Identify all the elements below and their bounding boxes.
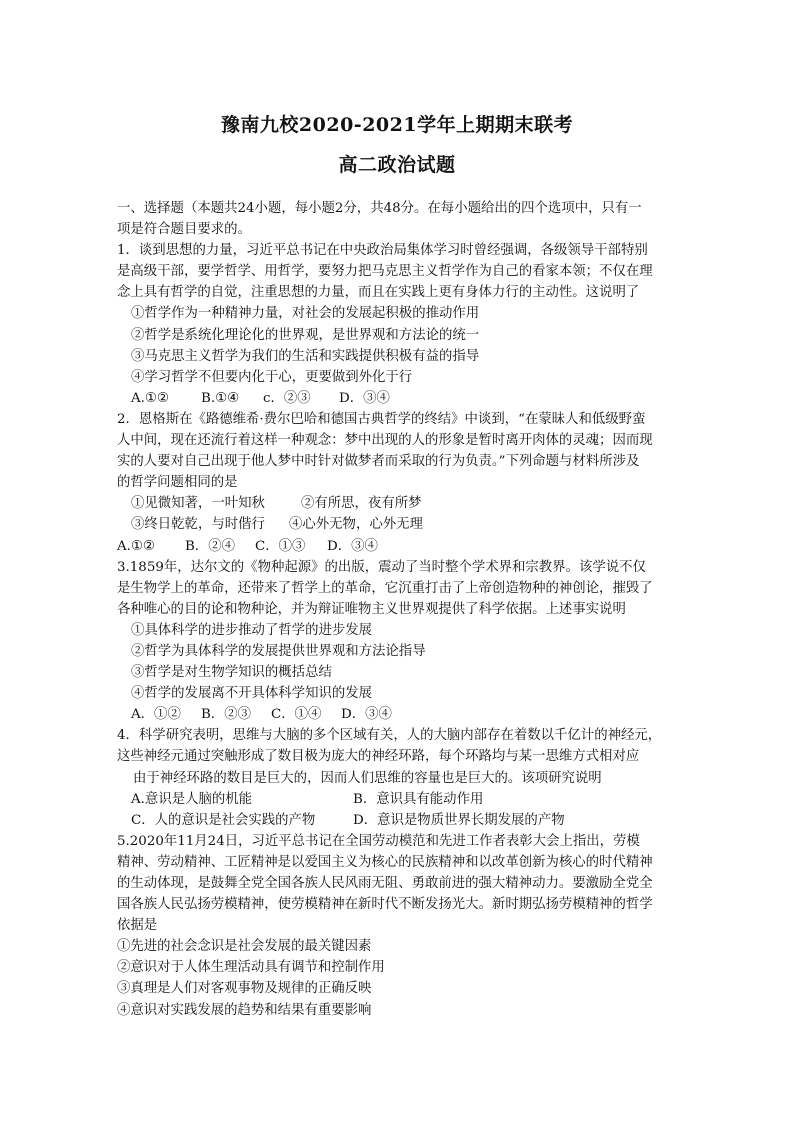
- q1-stem-line: 是高级干部，要学哲学、用哲学，要努力把马克思主义哲学作为自己的看家本领；不仅在理: [117, 264, 653, 280]
- q2-option-d: D．③④: [327, 538, 378, 554]
- q2-stem-line: 2．恩格斯在《路德维希·费尔巴哈和德国古典哲学的终结》中谈到，“在蒙昧人和低级野蛮: [117, 411, 646, 427]
- q3-statement: ②哲学为具体科学的发展提供世界观和方法论指导: [131, 643, 426, 659]
- q4-options-row: [117, 789, 679, 810]
- q2-statement: ③终日乾乾，与时偕行: [131, 517, 265, 533]
- q3-option-c: C．①④: [271, 707, 322, 723]
- q4-stem-line: 这些神经元通过突触形成了数目极为庞大的神经环路，每个环路均与某一思维方式相对应: [117, 749, 640, 765]
- q1-statement: ④学习哲学不但要内化于心，更要做到外化于行: [131, 369, 413, 385]
- q1-statement: ②哲学是系统化理论化的世界观，是世界观和方法论的统一: [131, 327, 480, 343]
- q1-option-d: D．③④: [339, 390, 390, 406]
- q2-statement: ②有所思，夜有所梦: [301, 496, 422, 512]
- q5-stem-line: 国各族人民弘扬劳模精神，使劳模精神在新时代不断发扬光大。新时期弘扬劳模精神的哲学: [117, 897, 653, 913]
- q3-stem-line: 3.1859年，达尔文的《物种起源》的出版，震动了当时整个学术界和宗教界。该学说不仅: [117, 559, 646, 575]
- q1-option-b: B.①④: [201, 390, 240, 406]
- q3-option-d: D．③④: [341, 707, 392, 723]
- q2-stem-line: 的哲学问题相同的是: [117, 475, 238, 491]
- q3-statement: ③哲学是对生物学知识的概括总结: [131, 665, 332, 681]
- q3-stem-line: 是生物学上的革命，还带来了哲学上的革命，它沉重打击了上帝创造物种的神创论，摧毁了: [117, 580, 653, 596]
- q4-options-row: [117, 810, 679, 831]
- section-instructions-line: 一、选择题（本题共24小题，每小题2分，共48分。在每小题给出的四个选项中，只有一: [117, 201, 642, 216]
- exam-subtitle: 高二政治试题: [338, 154, 456, 176]
- q2-statement: ①见微知著，一叶知秋: [131, 496, 265, 512]
- q2-option-a: A.①②: [117, 538, 155, 554]
- q5-stem-line: 精神、劳动精神、工匠精神是以爱国主义为核心的民族精神和以改革创新为核心的时代精神: [117, 854, 653, 870]
- q4-option-b: B．意识具有能动作用: [353, 791, 484, 807]
- q2-statement-row: [117, 493, 679, 514]
- q5-stem-line: 依据是: [117, 918, 158, 934]
- q3-option-b: B．②③: [201, 707, 252, 723]
- q2-stem-line: 人中间，现在还流行着这样一种观念：梦中出现的人的形象是暂时离开肉体的灵魂；因而现: [117, 433, 653, 449]
- q3-statement: ④哲学的发展离不开具体科学知识的发展: [131, 686, 373, 702]
- q1-stem-line: 1．谈到思想的力量，习近平总书记在中央政治局集体学习时曾经强调，各级领导干部特别: [117, 243, 648, 259]
- q1-options: [117, 388, 679, 409]
- q5-statement: ③真理是人们对客观事物及规律的正确反映: [117, 981, 372, 997]
- q3-option-a: A．①②: [131, 707, 181, 723]
- q4-option-a: A.意识是人脑的机能: [131, 791, 253, 807]
- q1-statement: ③马克思主义哲学为我们的生活和实践提供积极有益的指导: [131, 348, 480, 364]
- q2-statement: ④心外无物，心外无理: [289, 517, 423, 533]
- q2-statement-row: [117, 514, 679, 535]
- q4-option-c: C．人的意识是社会实践的产物: [131, 812, 316, 828]
- q2-option-b: B．②④: [185, 538, 236, 554]
- exam-body: [117, 198, 679, 1021]
- q5-statement: ④意识对实践发展的趋势和结果有重要影响: [117, 1002, 372, 1018]
- q2-option-c: C．①③: [255, 538, 306, 554]
- q5-statement: ②意识对于人体生理活动具有调节和控制作用: [117, 960, 385, 976]
- q5-stem-line: 5.2020年11月24日，习近平总书记在全国劳动模范和先进工作者表彰大会上指出，劳模: [117, 833, 640, 849]
- q1-stem-line: 念上具有哲学的自觉，注重思想的力量，而且在实践上更有身体力行的主动性。这说明了: [117, 285, 640, 301]
- q4-stem-line: 4．科学研究表明，思维与大脑的多个区域有关，人的大脑内部存在着数以千亿计的神经元，: [117, 728, 662, 744]
- q2-options: [117, 536, 679, 557]
- q1-option-c: c．②③: [263, 390, 311, 406]
- q1-statement: ①哲学作为一种精神力量，对社会的发展起积极的推动作用: [131, 306, 480, 322]
- q4-stem-line: 由于神经环路的数目是巨大的，因而人们思维的容量也是巨大的。该项研究说明: [133, 770, 602, 786]
- q3-options: [117, 704, 679, 725]
- q2-stem-line: 实的人要对自己出现于他人梦中时针对做梦者而采取的行为负责。”下列命题与材料所涉及: [117, 454, 640, 470]
- q4-option-d: D．意识是物质世界长期发展的产物: [353, 812, 565, 828]
- exam-title: 豫南九校2020-2021学年上期期末联考: [220, 114, 574, 136]
- q3-stem-line: 各种唯心的目的论和物种论，并为辩证唯物主义世界观提供了科学依据。上述事实说明: [117, 601, 626, 617]
- section-instructions-line: 项是符合题目要求的。: [117, 222, 251, 238]
- q5-stem-line: 的生动体现，是鼓舞全党全国各族人民风雨无阻、勇敢前进的强大精神动力。要激励全党全: [117, 876, 653, 891]
- q1-option-a: A.①②: [131, 390, 169, 406]
- q3-statement: ①具体科学的进步推动了哲学的进步发展: [131, 622, 373, 638]
- q5-statement: ①先进的社会念识是社会发展的最关键因素: [117, 939, 372, 955]
